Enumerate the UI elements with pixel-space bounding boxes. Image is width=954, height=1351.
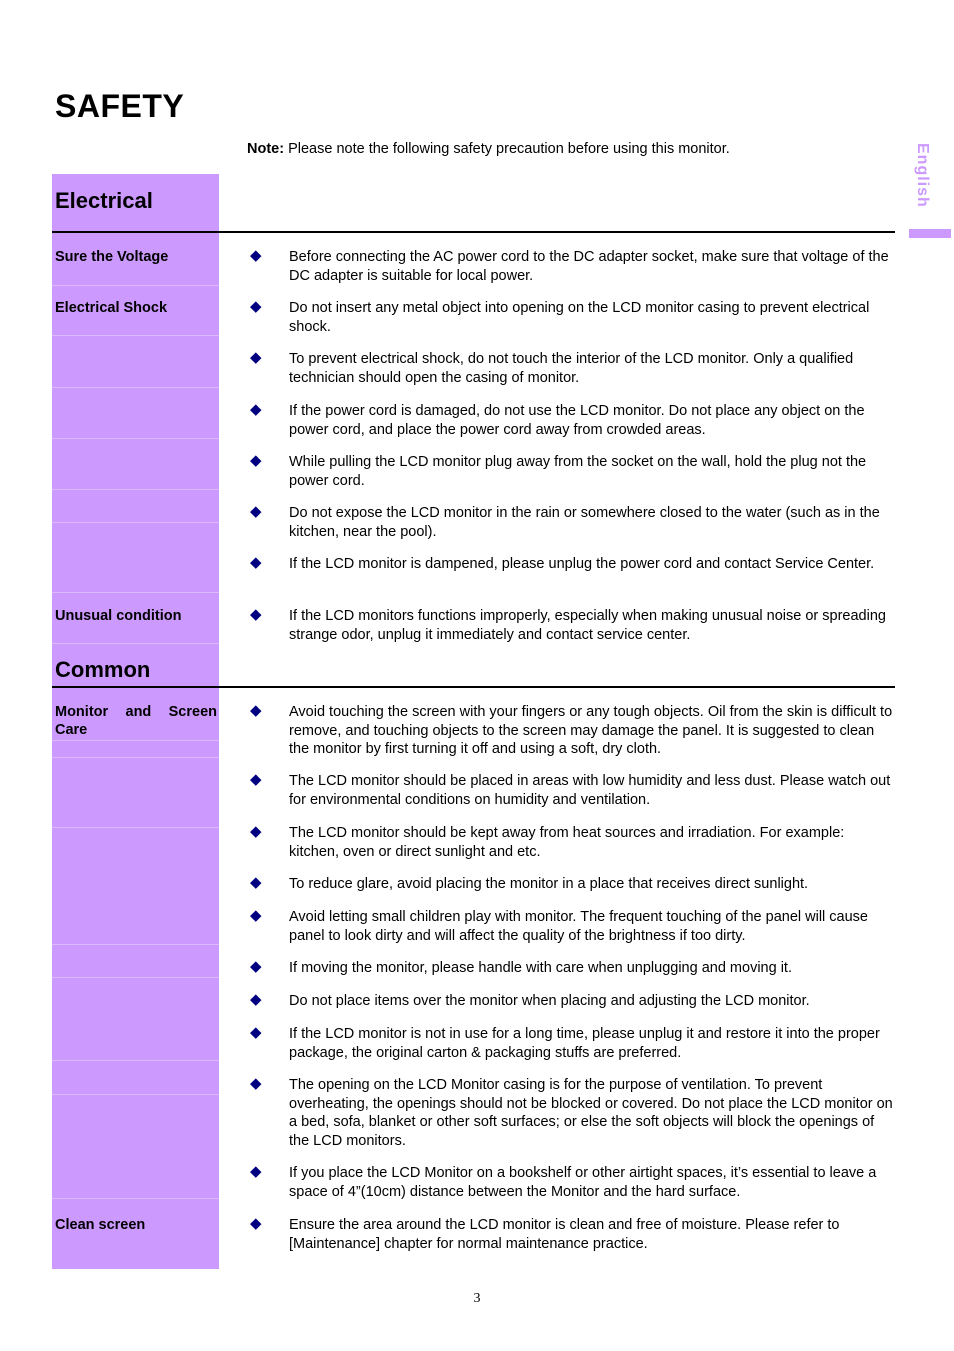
language-tab-bar: [909, 229, 951, 238]
safety-item: The opening on the LCD Monitor casing is for the purpose of ventilation. To prevent overheating, the openings should not be blocked or covered. Do not place the LCD monitor on a bed, sofa, blanket or other soft surfaces; or else the soft objects will block the openings of the LCD monitors.: [289, 1077, 893, 1149]
safety-item: If you place the LCD Monitor on a bookshelf or other airtight spaces, it’s essential to leave a space of 4”(10cm) distance between the Monitor and the hard surface.: [289, 1165, 877, 1200]
column-divider: [52, 592, 219, 593]
safety-item: If the LCD monitor is dampened, please unplug the power cord and contact Service Center.: [289, 556, 875, 572]
safety-item: The LCD monitor should be placed in areas with low humidity and less dust. Please watch out for environmental conditions on humidity and ventilation.: [289, 773, 891, 808]
column-divider: [52, 1094, 219, 1095]
bullet-diamond-icon: ◆: [250, 1215, 262, 1232]
bullet-diamond-icon: ◆: [250, 1163, 262, 1180]
bullet-diamond-icon: ◆: [250, 503, 262, 520]
safety-item: Avoid letting small children play with monitor. The frequent touching of the panel will cause panel to look dirty and will affect the quality of the brightness if too dirty.: [289, 909, 868, 944]
sidebar-column-common: [52, 688, 219, 1269]
bullet-diamond-icon: ◆: [250, 874, 262, 891]
language-tab-label: English: [914, 143, 931, 208]
column-divider: [52, 438, 219, 439]
column-divider: [52, 643, 219, 644]
column-divider: [52, 944, 219, 945]
column-divider: [52, 977, 219, 978]
bullet-diamond-icon: ◆: [250, 771, 262, 788]
category-label-sure-voltage: Sure the Voltage: [55, 249, 169, 265]
category-label-monitor-screen-care: Monitor and Screen Care: [55, 704, 217, 738]
note-paragraph: [247, 141, 730, 157]
bullet-diamond-icon: ◆: [250, 1024, 262, 1041]
bullet-diamond-icon: ◆: [250, 298, 262, 315]
safety-item: If moving the monitor, please handle with care when unplugging and moving it.: [289, 960, 792, 976]
bullet-diamond-icon: ◆: [250, 554, 262, 571]
safety-item: The LCD monitor should be kept away from heat sources and irradiation. For example: kitchen, oven or direct sunlight and etc.: [289, 825, 845, 860]
bullet-diamond-icon: ◆: [250, 958, 262, 975]
safety-item: If the power cord is damaged, do not use the LCD monitor. Do not place any object on the power cord, and place the power cord away from crowded areas.: [289, 403, 865, 438]
common-rule: [52, 686, 895, 688]
category-label-clean-screen: Clean screen: [55, 1217, 146, 1233]
column-divider: [52, 285, 219, 286]
bullet-diamond-icon: ◆: [250, 349, 262, 366]
page-title: SAFETY: [55, 88, 185, 124]
column-divider: [52, 740, 219, 741]
column-divider: [52, 1198, 219, 1199]
bullet-diamond-icon: ◆: [250, 907, 262, 924]
safety-item: To prevent electrical shock, do not touch the interior of the LCD monitor. Only a qualified technician should open the casing of monitor.: [289, 351, 854, 386]
note-label: Note:: [247, 141, 285, 157]
note-text: Please note the following safety precaution before using this monitor.: [284, 141, 730, 157]
section-heading-electrical: Electrical: [55, 188, 153, 213]
bullet-diamond-icon: ◆: [250, 606, 262, 623]
safety-item: Before connecting the AC power cord to the DC adapter socket, make sure that voltage of the DC adapter is suitable for local power.: [289, 249, 889, 284]
safety-item: If the LCD monitors functions improperly, especially when making unusual noise or spreading strange odor, unplug it immediately and contact service center.: [289, 608, 886, 643]
safety-item: Avoid touching the screen with your fingers or any tough objects. Oil from the skin is difficult to remove, and touching objects to the screen may damage the panel. It is suggested to clean the monitor by first turning it off and using a soft, dry cloth.: [289, 704, 893, 757]
safety-item: To reduce glare, avoid placing the monitor in a place that receives direct sunlight.: [289, 876, 809, 892]
bullet-diamond-icon: ◆: [250, 823, 262, 840]
page-number: 3: [473, 1291, 481, 1306]
electrical-rule: [52, 231, 895, 233]
category-label-unusual-condition: Unusual condition: [55, 608, 182, 624]
safety-item: Do not place items over the monitor when placing and adjusting the LCD monitor.: [289, 993, 810, 1009]
column-divider: [52, 827, 219, 828]
bullet-diamond-icon: ◆: [250, 702, 262, 719]
bullet-diamond-icon: ◆: [250, 401, 262, 418]
column-divider: [52, 387, 219, 388]
category-label-electrical-shock: Electrical Shock: [55, 300, 168, 316]
bullet-diamond-icon: ◆: [250, 452, 262, 469]
bullet-diamond-icon: ◆: [250, 991, 262, 1008]
bullet-diamond-icon: ◆: [250, 1075, 262, 1092]
safety-item: If the LCD monitor is not in use for a long time, please unplug it and restore it into the proper package, the original carton & packaging stuffs are preferred.: [289, 1026, 880, 1061]
column-divider: [52, 1060, 219, 1061]
bullet-diamond-icon: ◆: [250, 247, 262, 264]
column-divider: [52, 489, 219, 490]
safety-item: Ensure the area around the LCD monitor is clean and free of moisture. Please refer to [Maintenance] chapter for normal maintenance practice.: [289, 1217, 840, 1252]
safety-item: Do not expose the LCD monitor in the rain or somewhere closed to the water (such as in the kitchen, near the pool).: [289, 505, 880, 540]
column-divider: [52, 335, 219, 336]
safety-item: Do not insert any metal object into opening on the LCD monitor casing to prevent electrical shock.: [289, 300, 870, 335]
column-divider: [52, 522, 219, 523]
column-divider: [52, 757, 219, 758]
safety-item: While pulling the LCD monitor plug away from the socket on the wall, hold the plug not the power cord.: [289, 454, 867, 489]
section-heading-common: Common: [55, 657, 151, 682]
